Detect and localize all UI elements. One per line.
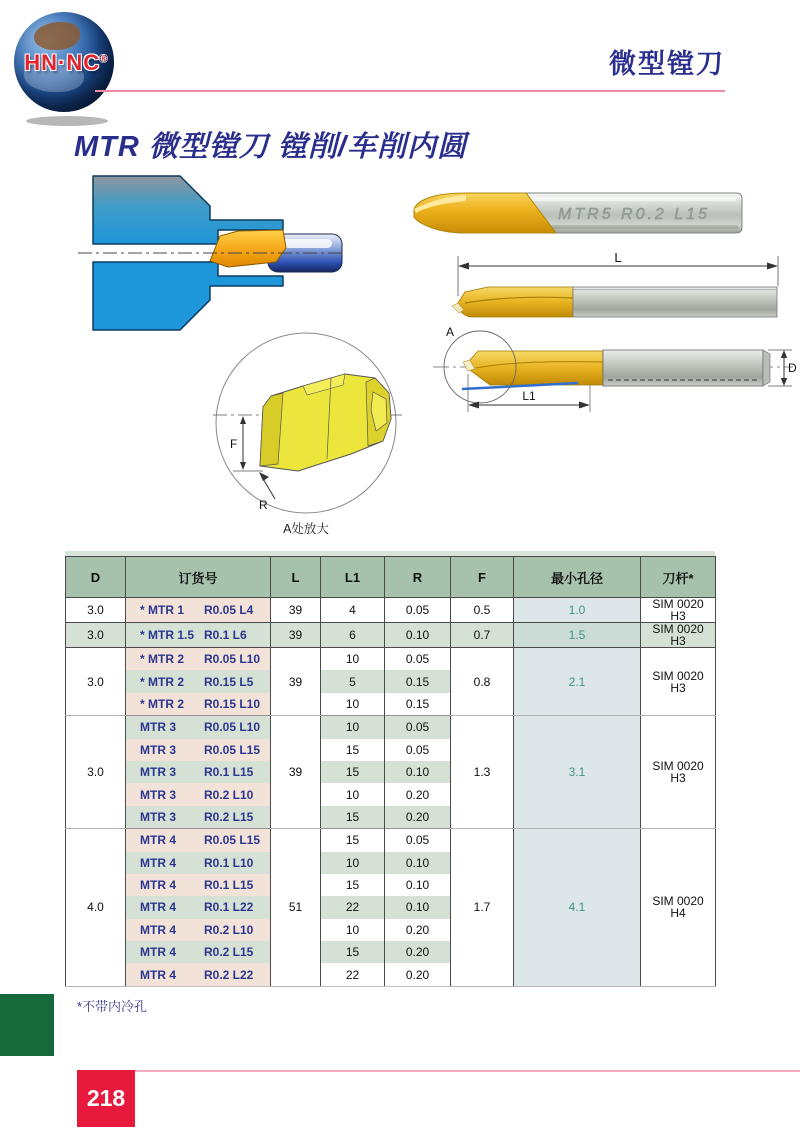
column-header-4: R [385,557,451,598]
cell-radius: 0.20 [385,783,451,805]
cell-radius: 0.15 [385,693,451,716]
order-spec: R0.15 L10 [204,696,261,711]
order-spec: R0.2 L15 [204,809,254,824]
cell-radius: 0.05 [385,716,451,739]
cell-radius: 0.05 [385,648,451,671]
cell-radius: 0.05 [385,739,451,761]
order-spec: R0.1 L10 [204,855,254,870]
order-spec: R0.05 L15 [204,742,261,757]
tool-gold-section [470,351,603,385]
order-spec: R0.1 L22 [204,900,254,915]
cell-diameter: 3.0 [66,648,126,716]
page-title: MTR 微型镗刀 镗削/车削内圆 [74,131,467,163]
cell-order-number [126,670,271,692]
cell-holder: SIM 0020 H4 [641,829,716,987]
cell-l1: 10 [321,783,385,805]
order-model: * MTR 2 [140,652,185,667]
cell-order-number [126,783,271,805]
cell-order-number [126,598,271,623]
cell-l1: 4 [321,598,385,623]
cell-order-number [126,761,271,783]
order-spec: R0.2 L10 [204,787,254,802]
cell-order-number [126,693,271,716]
cell-radius: 0.10 [385,852,451,874]
cell-radius: 0.05 [385,598,451,623]
cell-l1: 10 [321,919,385,941]
cell-l1: 5 [321,670,385,692]
arrowhead-right [767,263,778,270]
cell-l1: 10 [321,693,385,716]
table-header-row [66,557,716,598]
l1-d-dimension-diagram [418,322,798,417]
cell-diameter: 4.0 [66,829,126,987]
cell-radius: 0.20 [385,941,451,963]
cell-l1: 10 [321,648,385,671]
cell-length: 39 [271,623,321,648]
cell-min-bore: 3.1 [514,716,641,829]
cell-l1: 15 [321,761,385,783]
cell-order-number [126,829,271,852]
cell-diameter: 3.0 [66,623,126,648]
cell-holder: SIM 0020 H3 [641,623,716,648]
product-table-wrap [65,551,715,987]
cell-l1: 15 [321,829,385,852]
table-row [66,648,716,671]
cutting-head [210,230,286,267]
cell-holder: SIM 0020 H3 [641,598,716,623]
order-spec: R0.05 L10 [204,652,261,667]
detail-caption: A处放大 [283,522,329,536]
tool-shank-section [603,350,763,386]
arrowhead-left [458,263,469,270]
cell-radius: 0.10 [385,623,451,648]
order-model: MTR 4 [140,922,176,937]
length-dimension-diagram [443,246,793,321]
order-model: MTR 4 [140,855,176,870]
cell-diameter: 3.0 [66,716,126,829]
order-spec: R0.05 L15 [204,833,261,848]
cell-radius: 0.10 [385,896,451,918]
cell-order-number [126,919,271,941]
cell-l1: 15 [321,806,385,829]
engraved-model-text: MTR5 R0.2 L15 [558,206,710,223]
cell-order-number [126,806,271,829]
cell-f: 1.7 [451,829,514,987]
order-model: MTR 4 [140,878,176,893]
order-spec: R0.1 L6 [204,628,247,642]
cell-radius: 0.20 [385,963,451,986]
tip-detail-diagram [203,325,413,540]
cell-order-number [126,716,271,739]
workpiece-boring-diagram [68,168,348,338]
dim-label-D: D [788,361,797,375]
cell-radius: 0.10 [385,874,451,896]
cell-radius: 0.20 [385,919,451,941]
order-spec: R0.2 L15 [204,945,254,960]
order-model: * MTR 2 [140,674,185,689]
dim-label-A: A [446,325,455,339]
cell-f: 0.5 [451,598,514,623]
column-header-6: 最小孔径 [514,557,641,598]
cell-order-number [126,874,271,896]
column-header-1: 订货号 [126,557,271,598]
cell-order-number [126,739,271,761]
cell-order-number [126,941,271,963]
arrowhead-D-top [781,350,787,358]
cell-l1: 15 [321,739,385,761]
order-spec: R0.1 L15 [204,878,254,893]
table-row [66,716,716,739]
cell-radius: 0.10 [385,761,451,783]
column-header-2: L [271,557,321,598]
page-number: 218 [86,1085,126,1111]
cell-f: 1.3 [451,716,514,829]
cell-l1: 10 [321,852,385,874]
order-model: * MTR 2 [140,696,185,711]
arrowhead-D-bottom [781,378,787,386]
cell-f: 0.8 [451,648,514,716]
order-spec: R0.15 L5 [204,674,254,689]
cell-length: 39 [271,716,321,829]
cell-diameter: 3.0 [66,598,126,623]
cell-min-bore: 2.1 [514,648,641,716]
cell-l1: 10 [321,716,385,739]
order-model: MTR 4 [140,945,176,960]
cell-order-number [126,896,271,918]
page-number-box [77,1070,135,1127]
workpiece-lower-section [93,262,283,330]
brand-name: HN·NC [24,50,101,75]
cell-order-number [126,648,271,671]
cell-f: 0.7 [451,623,514,648]
table-row [66,598,716,623]
dim-label-F: F [230,437,238,451]
cell-radius: 0.15 [385,670,451,692]
cell-order-number [126,623,271,648]
header-rule [95,90,725,92]
tool-shank-section [573,287,777,317]
order-spec: R0.05 L10 [204,720,261,735]
footnote: *不带内冷孔 [77,999,148,1014]
cell-l1: 22 [321,896,385,918]
company-logo [14,10,118,128]
table-row [66,829,716,852]
order-model: MTR 3 [140,765,176,780]
cell-l1: 15 [321,941,385,963]
cell-order-number [126,963,271,986]
order-spec: R0.2 L22 [204,967,254,982]
column-header-3: L1 [321,557,385,598]
order-spec: R0.2 L10 [204,922,254,937]
cell-order-number [126,852,271,874]
order-model: MTR 4 [140,967,176,982]
order-model: MTR 4 [140,833,176,848]
cell-min-bore: 4.1 [514,829,641,987]
cell-length: 39 [271,648,321,716]
cell-radius: 0.20 [385,806,451,829]
registered-mark: ® [100,53,108,64]
cell-l1: 6 [321,623,385,648]
cell-radius: 0.05 [385,829,451,852]
cell-length: 39 [271,598,321,623]
order-model: * MTR 1 [140,603,185,617]
shank-chamfer [763,350,770,386]
cell-holder: SIM 0020 H3 [641,716,716,829]
order-model: * MTR 1.5 [140,628,195,642]
footer-green-square [0,994,54,1056]
dim-label-L: L [614,250,622,265]
cell-l1: 15 [321,874,385,896]
product-table [65,556,716,987]
order-model: MTR 3 [140,809,176,824]
cell-holder: SIM 0020 H3 [641,648,716,716]
order-model: MTR 3 [140,787,176,802]
order-model: MTR 4 [140,900,176,915]
cell-min-bore: 1.0 [514,598,641,623]
column-header-5: F [451,557,514,598]
cell-min-bore: 1.5 [514,623,641,648]
column-header-7: 刀杆* [641,557,716,598]
order-spec: R0.05 L4 [204,603,254,617]
cell-length: 51 [271,829,321,987]
order-model: MTR 3 [140,742,176,757]
column-header-0: D [66,557,126,598]
dim-label-R: R [259,498,268,512]
page-topic: 微型镗刀 [609,49,725,79]
footer-rule [77,1070,800,1072]
tool-photo [406,183,746,243]
brand-text [14,50,118,76]
order-model: MTR 3 [140,720,176,735]
table-row [66,623,716,648]
dim-label-L1: L1 [522,389,536,403]
order-spec: R0.1 L15 [204,765,254,780]
cell-l1: 22 [321,963,385,986]
arrowhead-L1-right [579,402,590,409]
